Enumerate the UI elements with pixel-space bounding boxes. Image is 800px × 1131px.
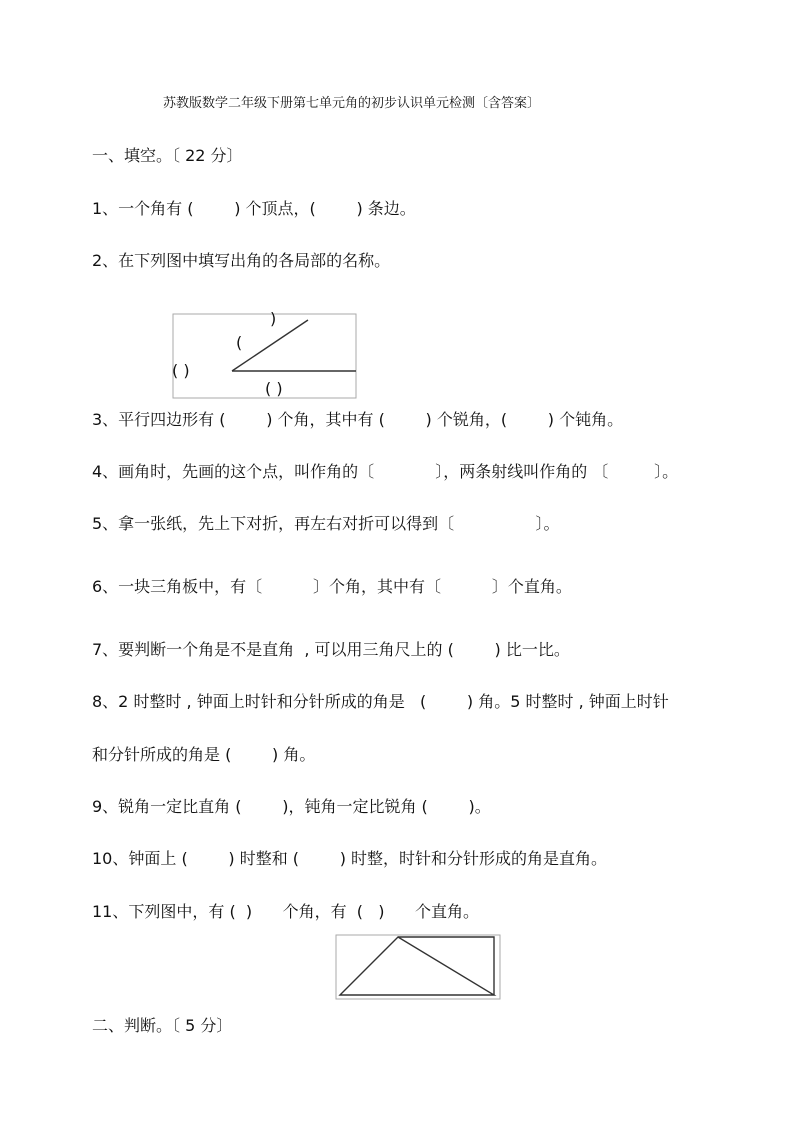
question-6: 6、一块三角板中，有〔 〕个角，其中有〔 〕个直角。 bbox=[92, 577, 572, 596]
question-10: 10、钟面上 ( ) 时整和 ( ) 时整，时针和分针形成的角是直角。 bbox=[92, 849, 608, 868]
section-1-heading: 一、填空。〔 22 分〕 bbox=[92, 146, 243, 165]
label-blank-left: ( ) bbox=[172, 361, 190, 380]
worksheet-title: 苏教版数学二年级下册第七单元角的初步认识单元检测〔含答案〕 bbox=[163, 96, 541, 111]
section-2-heading: 二、判断。〔 5 分〕 bbox=[92, 1016, 233, 1035]
label-blank-bottom: ( ) bbox=[265, 379, 283, 398]
question-4: 4、画角时，先画的这个点，叫作角的〔 〕，两条射线叫作角的 〔 〕。 bbox=[92, 462, 679, 481]
question-7: 7、要判断一个角是不是直角 , 可以用三角尺上的 ( ) 比一比。 bbox=[92, 640, 570, 659]
label-blank-top: ) bbox=[270, 309, 277, 328]
question-8-line-1: 8、2 时整时 , 钟面上时针和分针所成的角是 ( ) 角。5 时整时 , 钟面上时针 bbox=[92, 692, 669, 711]
label-blank-mid: ( bbox=[236, 333, 243, 352]
rectangle-triangle-figure bbox=[334, 933, 502, 1001]
question-11: 11、下列图中，有 ( ) 个角，有 ( ) 个直角。 bbox=[92, 902, 480, 921]
question-9: 9、锐角一定比直角 ( )，钝角一定比锐角 ( )。 bbox=[92, 797, 491, 816]
angle-figure bbox=[170, 308, 360, 400]
question-3: 3、平行四边形有 ( ) 个角，其中有 ( ) 个锐角，( ) 个钝角。 bbox=[92, 410, 624, 429]
question-2: 2、在下列图中填写出角的各局部的名称。 bbox=[92, 251, 391, 270]
triangle-shape bbox=[340, 937, 494, 995]
figure-frame bbox=[336, 935, 500, 999]
question-8-line-2: 和分针所成的角是 ( ) 角。 bbox=[92, 745, 316, 764]
question-5: 5、拿一张纸，先上下对折，再左右对折可以得到〔 〕。 bbox=[92, 514, 560, 533]
question-1: 1、一个角有 ( ) 个顶点，( ) 条边。 bbox=[92, 199, 416, 218]
